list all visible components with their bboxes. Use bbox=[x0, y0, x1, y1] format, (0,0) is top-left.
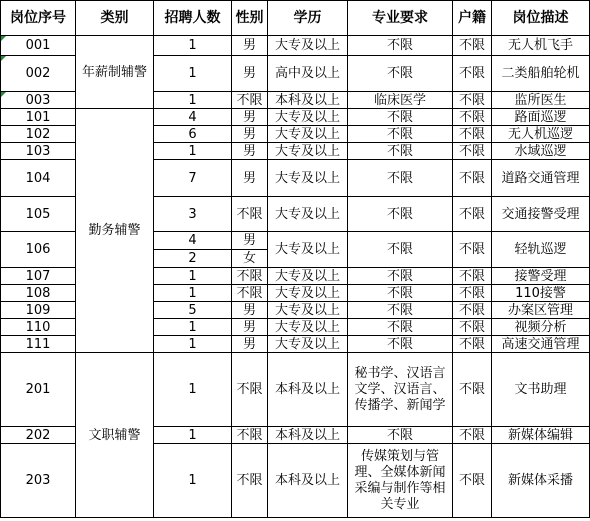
cell-description: 高速交通管理 bbox=[492, 336, 590, 353]
cell-id: 201 bbox=[1, 353, 76, 427]
error-indicator-icon bbox=[1, 56, 6, 61]
cell-description: 交通接警受理 bbox=[492, 197, 590, 232]
cell-id: 105 bbox=[1, 197, 76, 232]
cell-description: 视频分析 bbox=[492, 319, 590, 336]
cell-count: 1 bbox=[154, 92, 232, 109]
cell-huji: 不限 bbox=[453, 109, 492, 126]
header-huji: 户籍 bbox=[453, 1, 492, 36]
cell-gender: 男 bbox=[232, 143, 268, 160]
cell-major: 不限 bbox=[348, 56, 453, 92]
cell-major: 不限 bbox=[348, 427, 453, 444]
cell-gender: 女 bbox=[232, 250, 268, 268]
cell-major: 传媒策划与管理、全媒体新闻采编与制作等相关专业 bbox=[348, 444, 453, 518]
cell-count: 1 bbox=[154, 336, 232, 353]
cell-huji: 不限 bbox=[453, 232, 492, 268]
cell-huji: 不限 bbox=[453, 427, 492, 444]
cell-id: 101 bbox=[1, 109, 76, 126]
error-indicator-icon bbox=[1, 92, 6, 97]
cell-education: 本科及以上 bbox=[268, 92, 348, 109]
cell-count: 4 bbox=[154, 232, 232, 250]
cell-description: 新媒体采播 bbox=[492, 444, 590, 518]
cell-education: 大专及以上 bbox=[268, 109, 348, 126]
cell-gender: 男 bbox=[232, 302, 268, 319]
cell-education: 大专及以上 bbox=[268, 336, 348, 353]
cell-gender: 不限 bbox=[232, 353, 268, 427]
cell-major: 不限 bbox=[348, 268, 453, 285]
cell-gender: 不限 bbox=[232, 197, 268, 232]
cell-id: 002 bbox=[1, 56, 76, 92]
cell-education: 本科及以上 bbox=[268, 444, 348, 518]
cell-education: 大专及以上 bbox=[268, 143, 348, 160]
cell-gender: 不限 bbox=[232, 444, 268, 518]
cell-count: 1 bbox=[154, 427, 232, 444]
cell-huji: 不限 bbox=[453, 126, 492, 143]
cell-gender: 男 bbox=[232, 109, 268, 126]
cell-category: 勤务辅警 bbox=[76, 109, 154, 353]
cell-education: 大专及以上 bbox=[268, 197, 348, 232]
cell-description: 路面巡逻 bbox=[492, 109, 590, 126]
cell-gender: 不限 bbox=[232, 268, 268, 285]
cell-education: 大专及以上 bbox=[268, 36, 348, 56]
header-id: 岗位序号 bbox=[1, 1, 76, 36]
cell-huji: 不限 bbox=[453, 160, 492, 197]
cell-count: 1 bbox=[154, 353, 232, 427]
cell-description: 接警受理 bbox=[492, 268, 590, 285]
header-count: 招聘人数 bbox=[154, 1, 232, 36]
cell-major: 不限 bbox=[348, 319, 453, 336]
cell-gender: 不限 bbox=[232, 285, 268, 302]
cell-huji: 不限 bbox=[453, 92, 492, 109]
cell-description: 水域巡逻 bbox=[492, 143, 590, 160]
cell-gender: 男 bbox=[232, 126, 268, 143]
cell-education: 大专及以上 bbox=[268, 285, 348, 302]
cell-major: 不限 bbox=[348, 36, 453, 56]
cell-huji: 不限 bbox=[453, 56, 492, 92]
cell-major: 不限 bbox=[348, 126, 453, 143]
cell-gender: 男 bbox=[232, 336, 268, 353]
cell-count: 1 bbox=[154, 319, 232, 336]
cell-count: 2 bbox=[154, 250, 232, 268]
cell-id: 107 bbox=[1, 268, 76, 285]
cell-gender: 不限 bbox=[232, 92, 268, 109]
cell-id: 108 bbox=[1, 285, 76, 302]
cell-huji: 不限 bbox=[453, 197, 492, 232]
cell-id: 106 bbox=[1, 232, 76, 268]
cell-count: 1 bbox=[154, 268, 232, 285]
cell-major: 不限 bbox=[348, 302, 453, 319]
cell-count: 1 bbox=[154, 36, 232, 56]
header-description: 岗位描述 bbox=[492, 1, 590, 36]
cell-count: 1 bbox=[154, 444, 232, 518]
cell-huji: 不限 bbox=[453, 319, 492, 336]
cell-count: 5 bbox=[154, 302, 232, 319]
cell-count: 1 bbox=[154, 143, 232, 160]
table-row bbox=[1, 353, 590, 427]
cell-gender: 不限 bbox=[232, 427, 268, 444]
cell-id: 001 bbox=[1, 36, 76, 56]
header-gender: 性别 bbox=[232, 1, 268, 36]
cell-id: 104 bbox=[1, 160, 76, 197]
cell-education: 高中及以上 bbox=[268, 56, 348, 92]
cell-description: 二类船舶轮机 bbox=[492, 56, 590, 92]
cell-education: 本科及以上 bbox=[268, 427, 348, 444]
cell-description: 监所医生 bbox=[492, 92, 590, 109]
cell-description: 道路交通管理 bbox=[492, 160, 590, 197]
cell-major: 秘书学、汉语言文学、汉语言、传播学、新闻学 bbox=[348, 353, 453, 427]
cell-major: 不限 bbox=[348, 285, 453, 302]
cell-category: 年薪制辅警 bbox=[76, 36, 154, 109]
error-indicator-icon bbox=[1, 36, 6, 41]
cell-count: 3 bbox=[154, 197, 232, 232]
table-row bbox=[1, 36, 590, 56]
cell-major: 不限 bbox=[348, 197, 453, 232]
header-major: 专业要求 bbox=[348, 1, 453, 36]
cell-id: 103 bbox=[1, 143, 76, 160]
header-row bbox=[1, 1, 590, 36]
cell-education: 大专及以上 bbox=[268, 126, 348, 143]
cell-education: 本科及以上 bbox=[268, 353, 348, 427]
cell-major: 不限 bbox=[348, 232, 453, 268]
cell-huji: 不限 bbox=[453, 353, 492, 427]
cell-id: 111 bbox=[1, 336, 76, 353]
cell-count: 1 bbox=[154, 285, 232, 302]
cell-count: 4 bbox=[154, 109, 232, 126]
cell-description: 文书助理 bbox=[492, 353, 590, 427]
cell-huji: 不限 bbox=[453, 268, 492, 285]
cell-description: 办案区管理 bbox=[492, 302, 590, 319]
cell-description: 无人机飞手 bbox=[492, 36, 590, 56]
cell-description: 无人机巡逻 bbox=[492, 126, 590, 143]
cell-huji: 不限 bbox=[453, 302, 492, 319]
cell-huji: 不限 bbox=[453, 143, 492, 160]
cell-huji: 不限 bbox=[453, 36, 492, 56]
cell-huji: 不限 bbox=[453, 285, 492, 302]
cell-count: 1 bbox=[154, 56, 232, 92]
cell-major: 不限 bbox=[348, 160, 453, 197]
cell-major: 不限 bbox=[348, 336, 453, 353]
cell-id: 102 bbox=[1, 126, 76, 143]
cell-id: 110 bbox=[1, 319, 76, 336]
cell-huji: 不限 bbox=[453, 336, 492, 353]
cell-count: 6 bbox=[154, 126, 232, 143]
cell-count: 7 bbox=[154, 160, 232, 197]
cell-id: 003 bbox=[1, 92, 76, 109]
table-row bbox=[1, 109, 590, 126]
cell-id: 203 bbox=[1, 444, 76, 518]
cell-category: 文职辅警 bbox=[76, 353, 154, 518]
cell-gender: 男 bbox=[232, 319, 268, 336]
cell-education: 大专及以上 bbox=[268, 160, 348, 197]
cell-major: 不限 bbox=[348, 109, 453, 126]
cell-description: 轻轨巡逻 bbox=[492, 232, 590, 268]
cell-id: 109 bbox=[1, 302, 76, 319]
cell-education: 大专及以上 bbox=[268, 319, 348, 336]
header-category: 类别 bbox=[76, 1, 154, 36]
cell-id: 202 bbox=[1, 427, 76, 444]
cell-description: 新媒体编辑 bbox=[492, 427, 590, 444]
cell-major: 临床医学 bbox=[348, 92, 453, 109]
cell-education: 大专及以上 bbox=[268, 232, 348, 268]
cell-huji: 不限 bbox=[453, 444, 492, 518]
cell-gender: 男 bbox=[232, 36, 268, 56]
cell-gender: 男 bbox=[232, 160, 268, 197]
cell-education: 大专及以上 bbox=[268, 302, 348, 319]
cell-gender: 男 bbox=[232, 232, 268, 250]
cell-gender: 男 bbox=[232, 56, 268, 92]
header-education: 学历 bbox=[268, 1, 348, 36]
cell-education: 大专及以上 bbox=[268, 268, 348, 285]
cell-major: 不限 bbox=[348, 143, 453, 160]
cell-description: 110接警 bbox=[492, 285, 590, 302]
